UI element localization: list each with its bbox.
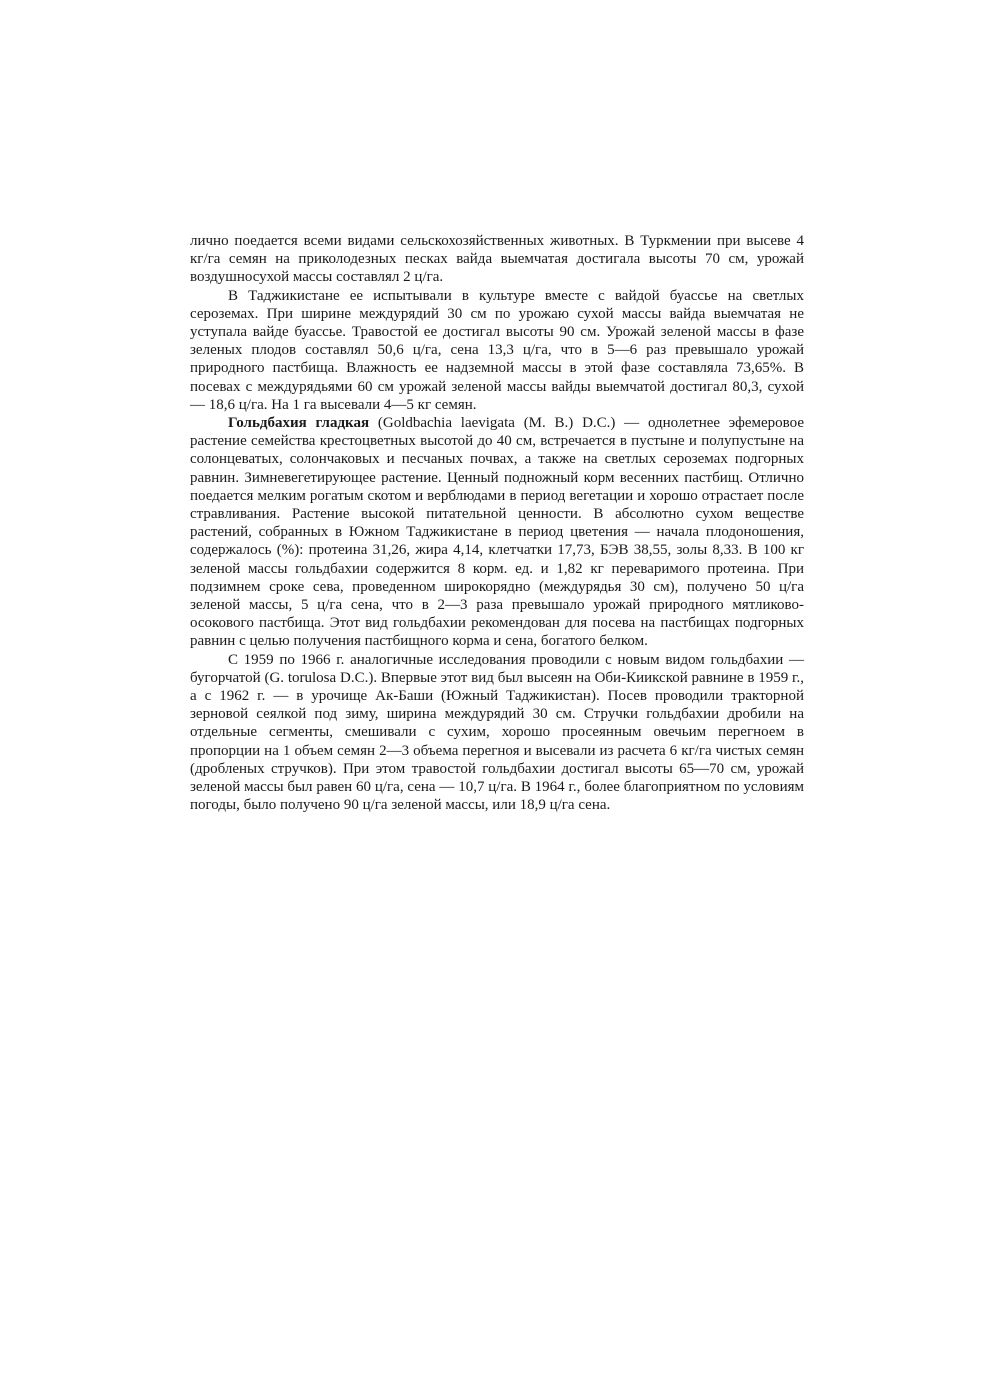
paragraph-goldbachia-laevigata	[190, 414, 804, 651]
species-description: (Goldbachia laevigata (M. B.) D.C.) — однолетнее эфемеровое растение семейства крестоцветных высотой до 40 см, встречается в пустыне и полупустыне на солонцеватых, солончаковых и песчаных почвах, а также на светлых сероземах подгорных равнин. Зимневегетирующее растение. Ценный подножный корм весенних пастбищ. Отлично поедается мелким рогатым скотом и верблюдами в период вегетации и хорошо отрастает после стравливания. Растение высокой питательной ценности. В абсолютно сухом веществе растений, собранных в Южном Таджикистане в период цветения — начала плодоношения, содержалось (%): протеина 31,26, жира 4,14, клетчатки 17,73, БЭВ 38,55, золы 8,33. В 100 кг зеленой массы гольдбахии содержится 8 корм. ед. и 1,82 кг переваримого протеина. При подзимнем сроке сева, проведенном широкорядно (междурядья 30 см), получено 50 ц/га зеленой массы, 5 ц/га сена, что в 2—3 раза превышало урожай природного мятликово-осокового пастбища. Этот вид гольдбахии рекомендован для посева на пастбищах подгорных равнин с целью получения пастбищного корма и сена, богатого белком.	[190, 415, 805, 650]
species-term: Гольдбахия гладкая	[228, 415, 370, 432]
paragraph-continuation: лично поедается всеми видами сельскохозяйственных животных. В Туркмении при высеве 4 кг/га семян на приколодезных песках вайда выемчатая достигала высоты 70 см, урожай воздушносухой массы составлял 2 ц/га.	[190, 233, 804, 286]
paragraph-goldbachia-torulosa: С 1959 по 1966 г. аналогичные исследования проводили с новым видом гольдбахии — бугорчатой (G. torulosa D.C.). Впервые этот вид был высеян на Оби-Киикской равнине в 1959 г., а с 1962 г. — в урочище Ак-Баши (Южный Таджикистан). Посев проводили тракторной зерновой сеялкой под зиму, ширина междурядий 30 см. Стручки гольдбахии дробили на отдельные сегменты, смешивали с сухим, хорошо просеянным овечьим перегноем в пропорции на 1 объем семян 2—3 объема перегноя и высевали из расчета 6 кг/га чистых семян (дробленых стручков). При этом травостой гольдбахии достигал высоты 65—70 см, урожай зеленой массы был равен 60 ц/га, сена — 10,7 ц/га. В 1964 г., более благоприятном по условиям погоды, было получено 90 ц/га зеленой массы, или 18,9 ц/га сена.	[190, 651, 804, 814]
body-text	[190, 232, 804, 815]
paragraph-tajikistan-trial: В Таджикистане ее испытывали в культуре вместе с вайдой буассье на светлых сероземах. При ширине междурядий 30 см по урожаю сухой массы вайда выемчатая не уступала вайде буассье. Травостой ее достигал высоты 90 см. Урожай зеленой массы в фазе зеленых плодов составлял 50,6 ц/га, сена 13,3 ц/га, что в 5—6 раз превышало урожай природного пастбища. Влажность ее надземной массы в этой фазе составляла 73,65%. В посевах с междурядьями 60 см урожай зеленой массы вайды выемчатой достигал 80,3, сухой — 18,6 ц/га. На 1 га высевали 4—5 кг семян.	[190, 287, 804, 413]
